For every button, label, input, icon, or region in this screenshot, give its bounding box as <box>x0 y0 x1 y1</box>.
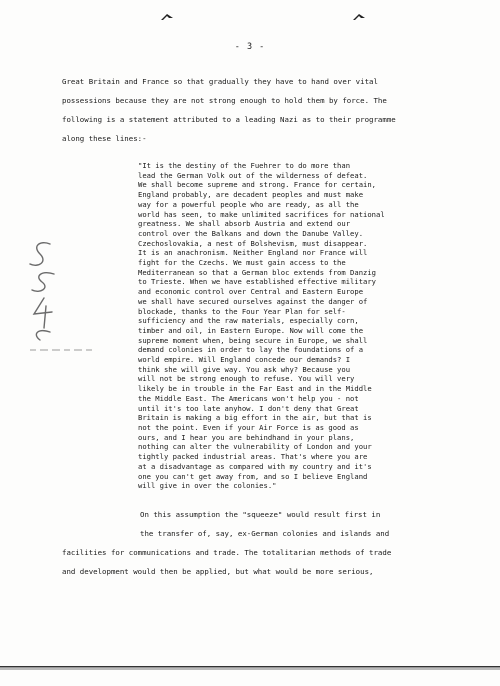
quote-line: control over the Balkans and down the Danube Valley. <box>138 228 364 238</box>
quote-line: ours, and I hear you are behindhand in your plans, <box>138 432 355 442</box>
quote-line: world empire. Will England concede our demands? I <box>138 355 351 365</box>
quote-line: Britain is making a big effort in the air, but that is <box>138 413 372 423</box>
quote-line: timber and oil, in Eastern Europe. Now will come the <box>138 325 364 335</box>
quote-line: way for a powerful people who are ready, as all the <box>138 199 359 209</box>
quote-line: tightly packed industrial areas. That's where you are <box>138 452 368 462</box>
quote-line: will give in over the colonies." <box>138 481 277 491</box>
punch-mark-right-icon <box>352 12 366 22</box>
nazi-quote-block <box>138 161 444 491</box>
quote-line: blockade, thanks to the Four Year Plan for self- <box>138 306 346 316</box>
quote-line: and economic control over Central and Eastern Europe <box>138 287 364 297</box>
quote-line: greatness. We shall absorb Austria and extend our <box>138 219 351 229</box>
quote-line: the Middle East. The Americans won't help you - not <box>138 393 359 403</box>
quote-line: It is an anachronism. Neither England nor France will <box>138 248 368 258</box>
quote-line: to Trieste. When we have established effective military <box>138 277 376 287</box>
quote-line: Mediterranean so that a German bloc extends from Danzig <box>138 267 376 277</box>
quote-line: fight for the Czechs. We must gain access to the <box>138 258 346 268</box>
quote-line: until it's too late anyhow. I don't deny that Great <box>138 403 359 413</box>
quote-line: world has seen, to make unlimited sacrifices for national <box>138 209 385 219</box>
quote-line: nothing can alter the vulnerability of London and your <box>138 442 372 452</box>
quote-line: demand colonies in order to lay the foundations of a <box>138 345 364 355</box>
paragraph-continuation <box>62 524 444 581</box>
quote-line: likely be in trouble in the Far East and in the Middle <box>138 384 372 394</box>
page-number: - 3 - <box>234 42 266 52</box>
paragraph-intro <box>62 72 444 148</box>
pencil-dash-mark <box>30 347 100 353</box>
quote-line: at a disadvantage as compared with my country and it's <box>138 461 372 471</box>
text-line: Great Britain and France so that gradually they have to hand over vital <box>62 77 378 86</box>
text-line: along these lines:- <box>62 134 147 143</box>
quote-line: supreme moment when, being secure in Europe, we shall <box>138 335 368 345</box>
quote-line: will not be strong enough to refuse. You will very <box>138 374 355 384</box>
quote-line: Czechoslovakia, a nest of Bolshevism, must disappear. <box>138 238 368 248</box>
text-line: facilities for communications and trade. The totalitarian methods of trade <box>62 548 392 557</box>
quote-line: England probably, are decadent peoples and must make <box>138 190 364 200</box>
paragraph-squeeze <box>140 505 500 524</box>
quote-line: We shall become supreme and strong. France for certain, <box>138 180 376 190</box>
punch-mark-left-icon <box>160 12 174 22</box>
quote-line: not the point. Even if your Air Force is as good as <box>138 422 359 432</box>
text-line: On this assumption the "squeeze" would result first in <box>140 510 381 519</box>
quote-line: we shall have secured ourselves against the danger of <box>138 296 368 306</box>
quote-line: one you can't get away from, and so I believe England <box>138 471 368 481</box>
quote-line: lead the German Volk out of the wilderness of defeat. <box>138 170 368 180</box>
handwritten-annotation-signature <box>20 236 66 346</box>
bottom-scan-edge <box>0 666 500 670</box>
quote-line: think she will give way. You ask why? Because you <box>138 364 351 374</box>
text-line: the transfer of, say, ex-German colonies and islands and <box>140 529 390 538</box>
text-line: following is a statement attributed to a leading Nazi as to their programme <box>62 115 396 124</box>
quote-line: sufficiency and the raw materials, especially corn, <box>138 316 359 326</box>
text-line: and development would then be applied, but what would be more serious, <box>62 567 374 576</box>
text-line: possessions because they are not strong enough to hold them by force. The <box>62 96 387 105</box>
quote-line: "It is the destiny of the Fuehrer to do more than <box>138 161 351 170</box>
